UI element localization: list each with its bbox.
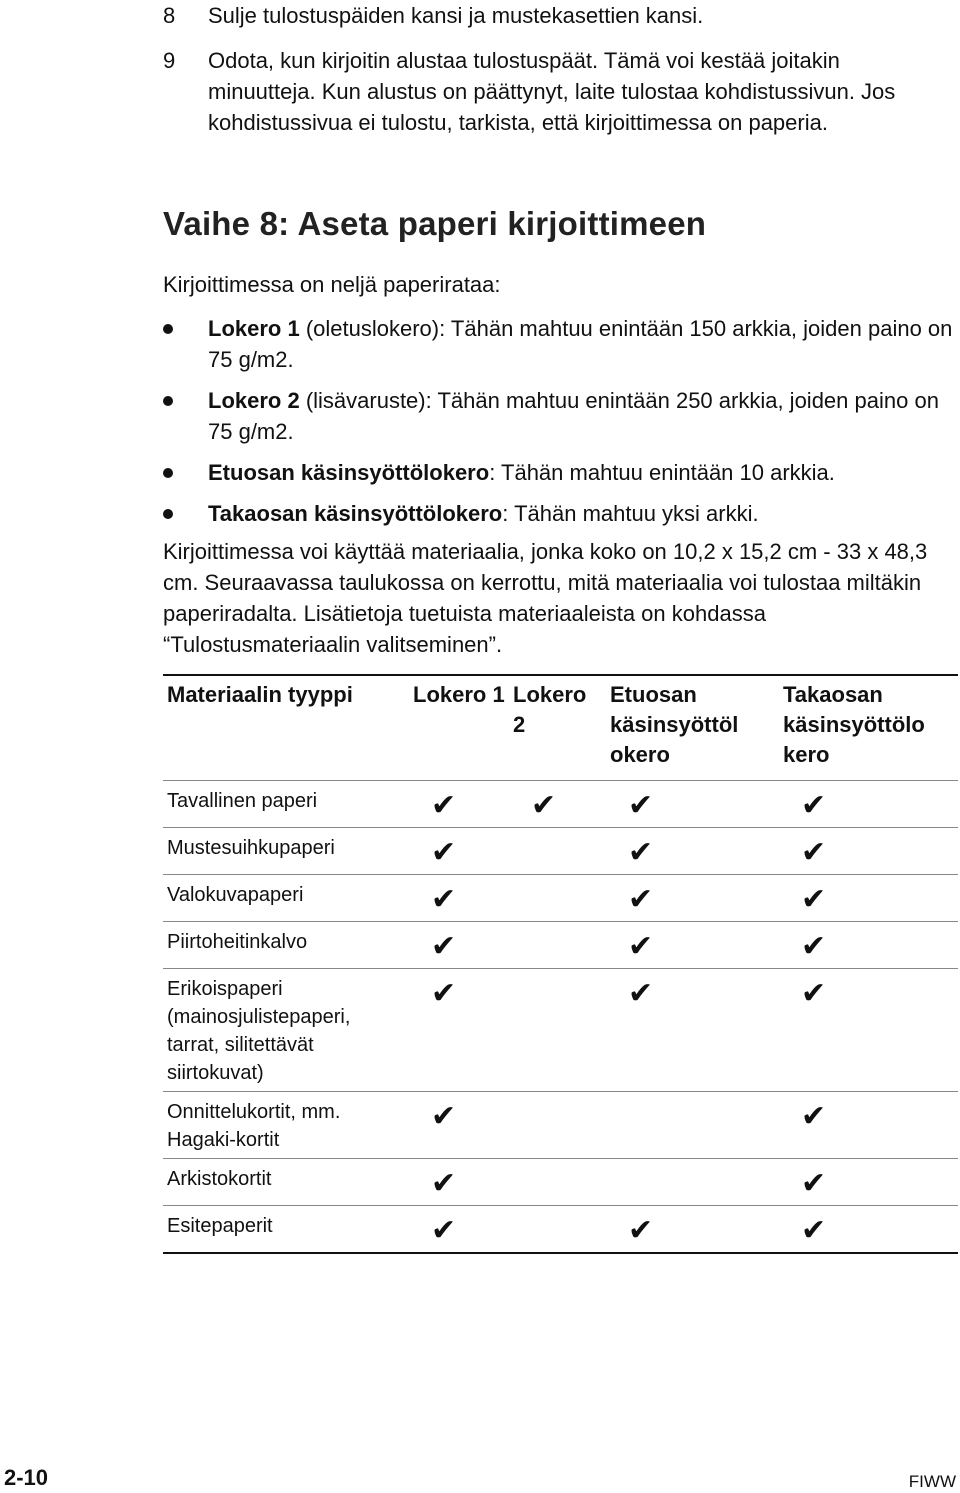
bullet-icon [163,396,173,406]
empty-cell [509,969,606,1092]
table-header-row [163,675,958,781]
tray-name: Lokero 1 [208,316,300,341]
media-type-cell: Esitepaperit [163,1206,409,1254]
media-type-cell: Valokuvapaperi [163,875,409,922]
column-header: Lokero 1 [409,675,509,781]
check-mark-icon: ✔ [409,922,509,969]
check-mark-icon: ✔ [606,875,779,922]
tray-name: Etuosan käsinsyöttölokero [208,460,490,485]
empty-cell [509,828,606,875]
empty-cell [606,1092,779,1159]
empty-cell [509,1159,606,1206]
check-mark-icon: ✔ [779,922,958,969]
check-mark-icon: ✔ [409,781,509,828]
tray-description: : Tähän mahtuu yksi arkki. [502,501,759,526]
tray-description: (lisävaruste): Tähän mahtuu enintään 250 arkkia, joiden paino on 75 g/m2. [208,388,939,444]
check-mark-icon: ✔ [779,875,958,922]
check-mark-icon: ✔ [779,828,958,875]
tray-name: Takaosan käsinsyöttölokero [208,501,503,526]
media-type-table [163,674,958,1254]
step-text: Odota, kun kirjoitin alustaa tulostuspäät. Tämä voi kestää joitakin minuutteja. Kun alustus on päättynyt, laite tulostaa kohdistussivun. Jos kohdistussivua ei tulostu, tarkista, että kirjoittimessa on paperia. [208,48,896,135]
table-row [163,781,958,828]
check-mark-icon: ✔ [409,1159,509,1206]
paper-path-list [163,313,953,539]
footer-brand: FIWW [908,1472,956,1491]
table-body [163,781,958,1254]
empty-cell [509,875,606,922]
check-mark-icon: ✔ [409,1092,509,1159]
check-mark-icon: ✔ [606,922,779,969]
page-number: 2-10 [4,1465,49,1490]
check-mark-icon: ✔ [606,969,779,1092]
check-mark-icon: ✔ [409,875,509,922]
section-heading: Vaihe 8: Aseta paperi kirjoittimeen [163,205,707,242]
check-mark-icon: ✔ [779,1092,958,1159]
media-type-cell: Mustesuihkupaperi [163,828,409,875]
tray-name: Lokero 2 [208,388,300,413]
empty-cell [509,1206,606,1254]
media-type-cell: Erikoispaperi (mainosjulistepaperi, tarrat, silitettävät siirtokuvat) [163,969,409,1092]
tray-description: : Tähän mahtuu enintään 10 arkkia. [489,460,835,485]
media-type-cell: Onnittelukortit, mm. Hagaki-kortit [163,1092,409,1159]
step-text: Sulje tulostuspäiden kansi ja mustekasettien kansi. [208,3,704,28]
table-row [163,969,958,1092]
check-mark-icon: ✔ [606,828,779,875]
empty-cell [509,922,606,969]
table-row [163,1092,958,1159]
tray-description: (oletuslokero): Tähän mahtuu enintään 150 arkkia, joiden paino on 75 g/m2. [208,316,953,372]
intro-text: Kirjoittimessa on neljä paperirataa: [163,272,501,297]
list-item [163,457,953,488]
bullet-icon [163,324,173,334]
check-mark-icon: ✔ [779,1159,958,1206]
table-row [163,922,958,969]
step-number: 8 [163,3,176,28]
column-header: Etuosan käsinsyöttöl okero [606,675,779,781]
media-type-cell: Piirtoheitinkalvo [163,922,409,969]
body-paragraph: Kirjoittimessa voi käyttää materiaalia, jonka koko on 10,2 x 15,2 cm - 33 x 48,3 cm. Seuraavassa taulukossa on kerrottu, mitä materiaalia voi tulostaa miltäkin paperiradalta. Lisätietoja tuetuista materiaaleista on kohdassa “Tulostusmateriaalin valitseminen”. [163,539,928,657]
list-item [163,498,953,529]
check-mark-icon: ✔ [409,828,509,875]
check-mark-icon: ✔ [409,1206,509,1254]
table-row [163,828,958,875]
empty-cell [606,1159,779,1206]
check-mark-icon: ✔ [779,1206,958,1254]
media-type-cell: Tavallinen paperi [163,781,409,828]
table-row [163,875,958,922]
empty-cell [509,1092,606,1159]
bullet-icon [163,468,173,478]
check-mark-icon: ✔ [509,781,606,828]
bullet-icon [163,509,173,519]
step-number: 9 [163,48,176,73]
check-mark-icon: ✔ [606,1206,779,1254]
media-type-cell: Arkistokortit [163,1159,409,1206]
check-mark-icon: ✔ [606,781,779,828]
list-item [163,313,953,375]
check-mark-icon: ✔ [779,969,958,1092]
table-row [163,1159,958,1206]
check-mark-icon: ✔ [779,781,958,828]
table-row [163,1206,958,1254]
column-header: Takaosan käsinsyöttölo kero [779,675,958,781]
column-header: Materiaalin tyyppi [163,675,409,781]
column-header: Lokero 2 [509,675,606,781]
list-item [163,385,953,447]
check-mark-icon: ✔ [409,969,509,1092]
